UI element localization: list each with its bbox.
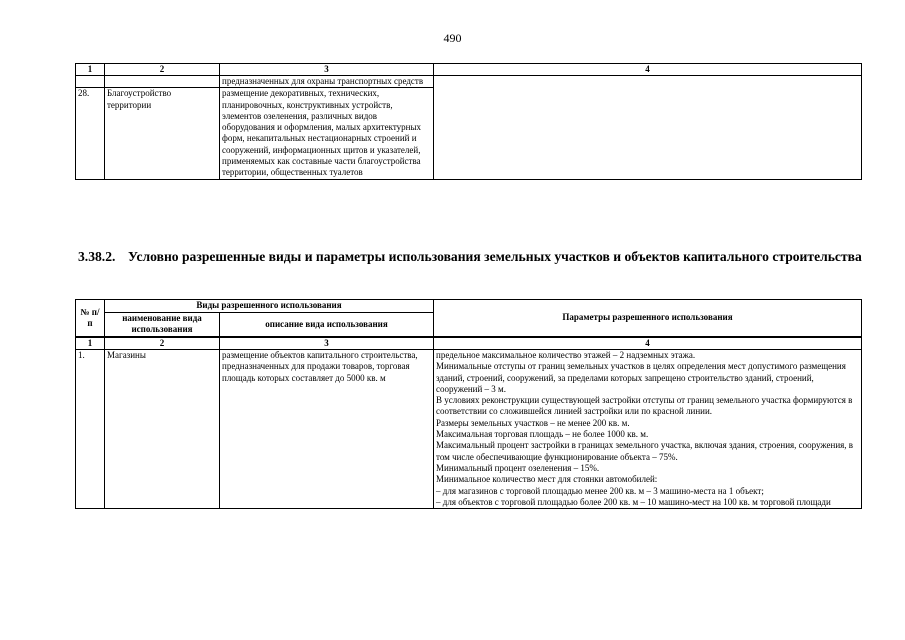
header-num: № п/п [76,300,105,338]
cell-name: Магазины [105,350,220,509]
param-line: Максимальный процент застройки в границах земельного участка, включая здания, строения, сооружения, в том числе обеспечивающие функционирование объекта – 75%. [436,440,854,462]
column-number: 2 [105,64,220,76]
param-line: Размеры земельных участков – не менее 200 кв. м. [436,417,630,428]
header-name: наименование вида использования [105,312,220,337]
table-column-numbers-row [76,64,862,76]
cell-description: предназначенных для охраны транспортных средств [220,76,434,88]
header-params: Параметры разрешенного использования [434,300,862,338]
cell-params [434,350,862,509]
header-desc: описание вида использования [220,312,434,337]
section-heading [78,249,862,265]
table-row [76,350,862,509]
table-header-row [76,300,862,313]
section-title: Условно разрешенные виды и параметры использования земельных участков и объектов капитального строительства [128,249,862,264]
column-number: 2 [105,337,220,350]
column-number: 3 [220,64,434,76]
cell-description: размещение объектов капитального строительства, предназначенных для продажи товаров, торговая площадь которых составляет до 5000 кв. м [220,350,434,509]
column-number: 4 [434,337,862,350]
section-number: 3.38.2. [78,249,116,264]
table-continued [75,63,862,180]
cell-params [434,76,862,180]
table-column-numbers-row [76,337,862,350]
cell-name: Благоустройство территории [105,88,220,179]
table-row [76,76,862,88]
param-line: В условиях реконструкции существующей застройки отступы от границ земельного участка формируются в соответствии со сложившейся линией застройки или по красной линии. [436,395,853,417]
table-conditional-uses [75,299,862,509]
param-line: – для магазинов с торговой площадью менее 200 кв. м – 3 машино-места на 1 объект; [436,485,764,496]
param-line: предельное максимальное количество этажей – 2 надземных этажа. [436,350,696,360]
column-number: 1 [76,337,105,350]
param-line: – для объектов с торговой площадью более 200 кв. м – 10 машино-мест на 100 кв. м торговой площади [436,496,831,507]
page-number: 490 [443,31,462,45]
header-group: Виды разрешенного использования [105,300,434,313]
cell-num: 1. [76,350,105,509]
cell-num: 28. [76,88,105,179]
cell-description: размещение декоративных, технических, планировочных, конструктивных устройств, элементов озеленения, различных видов оборудования и оформления, малых архитектурных форм, некапитальных нестационарных строений и сооружений, информационных щитов и указателей, применяемых как составные части благоустройства территории, общественных туалетов [220,88,434,179]
column-number: 4 [434,64,862,76]
column-number: 1 [76,64,105,76]
param-line: Минимальные отступы от границ земельных участков в целях определения мест допустимого размещения зданий, строений, сооружений, за пределами которых запрещено строительство зданий, строений, сооружений – 3 м. [436,361,846,394]
param-line: Максимальная торговая площадь – не более 1000 кв. м. [436,429,649,440]
param-line: Минимальное количество мест для стоянки автомобилей: [436,474,658,485]
cell-empty [105,76,220,88]
param-line: Минимальный процент озеленения – 15%. [436,462,600,473]
cell-empty [76,76,105,88]
column-number: 3 [220,337,434,350]
